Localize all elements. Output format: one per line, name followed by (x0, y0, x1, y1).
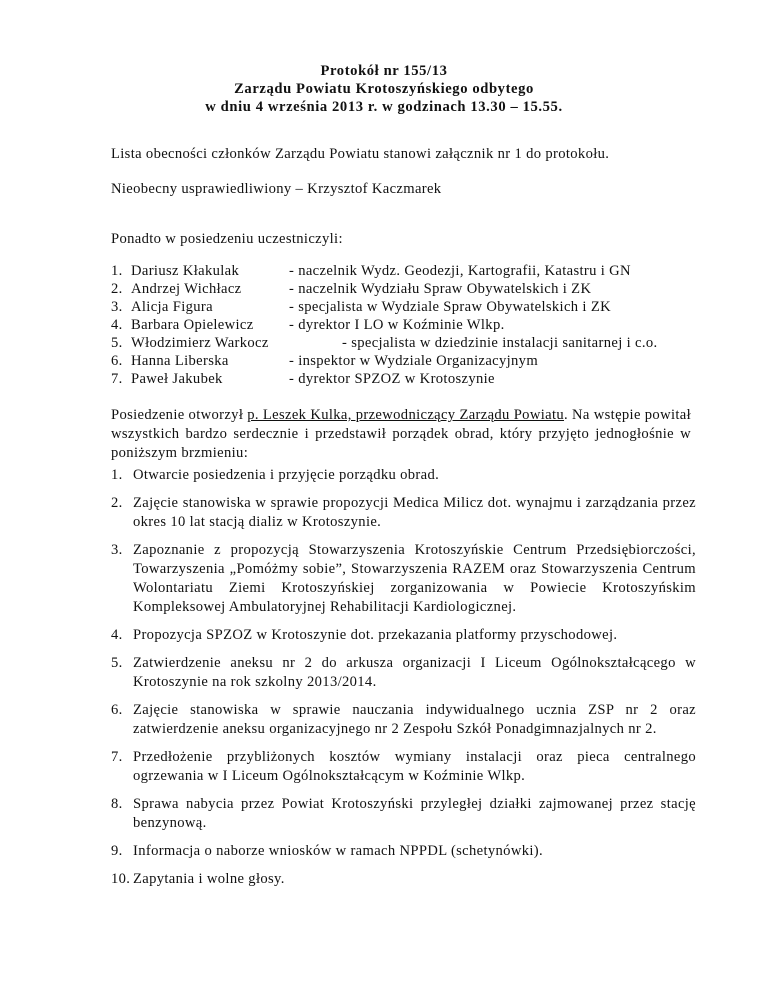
attendee-role: - naczelnik Wydz. Geodezji, Kartografii, Katastru i GN (289, 263, 631, 279)
attendee-name: Paweł Jakubek (131, 371, 223, 387)
agenda-number: 2. (111, 495, 123, 511)
opening-before: Posiedzenie otworzył (111, 407, 248, 423)
agenda-item (111, 466, 696, 485)
agenda-number: 8. (111, 796, 123, 812)
attendee-role: - naczelnik Wydziału Spraw Obywatelskich i ZK (289, 281, 592, 297)
document-title (0, 62, 768, 116)
agenda-text: Informacja o naborze wniosków w ramach NPPDL (schetynówki). (133, 843, 543, 859)
agenda-number: 7. (111, 749, 123, 765)
agenda-item (111, 748, 696, 786)
agenda-number: 5. (111, 655, 123, 671)
attendee-name: Alicja Figura (131, 299, 213, 315)
attendee-name: Andrzej Wichłacz (131, 281, 242, 297)
attendee-number: 3. (111, 299, 123, 315)
attendee-name: Barbara Opielewicz (131, 317, 254, 333)
attendee-number: 5. (111, 335, 123, 351)
agenda-number: 1. (111, 467, 123, 483)
agenda-number: 4. (111, 627, 123, 643)
attendee-number: 6. (111, 353, 123, 369)
attendee-name: Dariusz Kłakulak (131, 263, 240, 279)
absent-member-text: Nieobecny usprawiedliwiony – Krzysztof Kaczmarek (111, 181, 442, 197)
also-present-intro: Ponadto w posiedzeniu uczestniczyli: (111, 231, 343, 247)
title-line-3: w dniu 4 września 2013 r. w godzinach 13.30 – 15.55. (205, 99, 563, 115)
attendee-number: 7. (111, 371, 123, 387)
agenda-text: Propozycja SPZOZ w Krotoszynie dot. przekazania platformy przyschodowej. (133, 627, 618, 643)
attendee-number: 2. (111, 281, 123, 297)
chairman-name: p. Leszek Kulka, przewodniczący Zarządu Powiatu (247, 407, 565, 423)
agenda-text: Przedłożenie przybliżonych kosztów wymiany instalacji oraz pieca centralnego ogrzewania w I Liceum Ogólnokształcącym w Koźminie Wlkp. (133, 749, 696, 784)
agenda-item (111, 626, 696, 645)
agenda-text: Sprawa nabycia przez Powiat Krotoszyński przyległej działki zajmowanej przez stację benzynową. (133, 796, 696, 831)
attendee-number: 4. (111, 317, 123, 333)
agenda-item (111, 654, 696, 692)
attendee-role: - dyrektor SPZOZ w Krotoszynie (289, 371, 495, 387)
agenda-text: Zapoznanie z propozycją Stowarzyszenia Krotoszyńskie Centrum Przedsiębiorczości, Towarzyszenia „Pomóżmy sobie”, Stowarzyszenia RAZEM oraz Stowarzyszenia Centrum Wolontariatu Ziemi Krotoszyńskiej zorganizowania w Powiecie Krotoszyńskim Kompleksowej Ambulatoryjnej Rehabilitacji Kardiologicznej. (133, 542, 696, 615)
agenda-text: Zatwierdzenie aneksu nr 2 do arkusza organizacji I Liceum Ogólnokształcącego w Krotoszynie na rok szkolny 2013/2014. (133, 655, 696, 690)
agenda-text: Zapytania i wolne głosy. (133, 871, 285, 887)
agenda-item (111, 494, 696, 532)
agenda-text: Zajęcie stanowiska w sprawie propozycji Medica Milicz dot. wynajmu i zarządzania przez okres 10 lat stacją dializ w Krotoszynie. (133, 495, 696, 530)
agenda-number: 3. (111, 542, 123, 558)
attendee-role: - dyrektor I LO w Koźminie Wlkp. (289, 317, 505, 333)
agenda-list (111, 466, 696, 898)
agenda-item (111, 795, 696, 833)
title-line-2: Zarządu Powiatu Krotoszyńskiego odbytego (234, 81, 534, 97)
agenda-number: 10. (111, 871, 131, 887)
attendee-name: Hanna Liberska (131, 353, 229, 369)
agenda-text: Otwarcie posiedzenia i przyjęcie porządku obrad. (133, 467, 440, 483)
presence-list-text: Lista obecności członków Zarządu Powiatu stanowi załącznik nr 1 do protokołu. (111, 146, 610, 162)
attendee-role: - inspektor w Wydziale Organizacyjnym (289, 353, 539, 369)
agenda-number: 6. (111, 702, 123, 718)
agenda-item (111, 541, 696, 617)
attendee-role: - specjalista w Wydziale Spraw Obywatelskich i ZK (289, 299, 611, 315)
title-line-1: Protokół nr 155/13 (320, 63, 448, 79)
agenda-number: 9. (111, 843, 123, 859)
agenda-item (111, 870, 696, 889)
agenda-item (111, 842, 696, 861)
attendee-name: Włodzimierz Warkocz (131, 335, 269, 351)
opening-paragraph (111, 406, 691, 463)
attendee-role: - specjalista w dziedzinie instalacji sanitarnej i c.o. (342, 335, 658, 351)
agenda-text: Zajęcie stanowiska w sprawie nauczania indywidualnego ucznia ZSP nr 2 oraz zatwierdzenie aneksu organizacyjnego nr 2 Zespołu Szkół Ponadgimnazjalnych nr 2. (133, 702, 696, 737)
agenda-item (111, 701, 696, 739)
opening-after: . Na wstępie powitał wszystkich bardzo serdecznie i przedstawił porządek obrad, który przyjęto jednogłośnie w poniższym brzmieniu: (111, 407, 692, 461)
attendee-number: 1. (111, 263, 123, 279)
